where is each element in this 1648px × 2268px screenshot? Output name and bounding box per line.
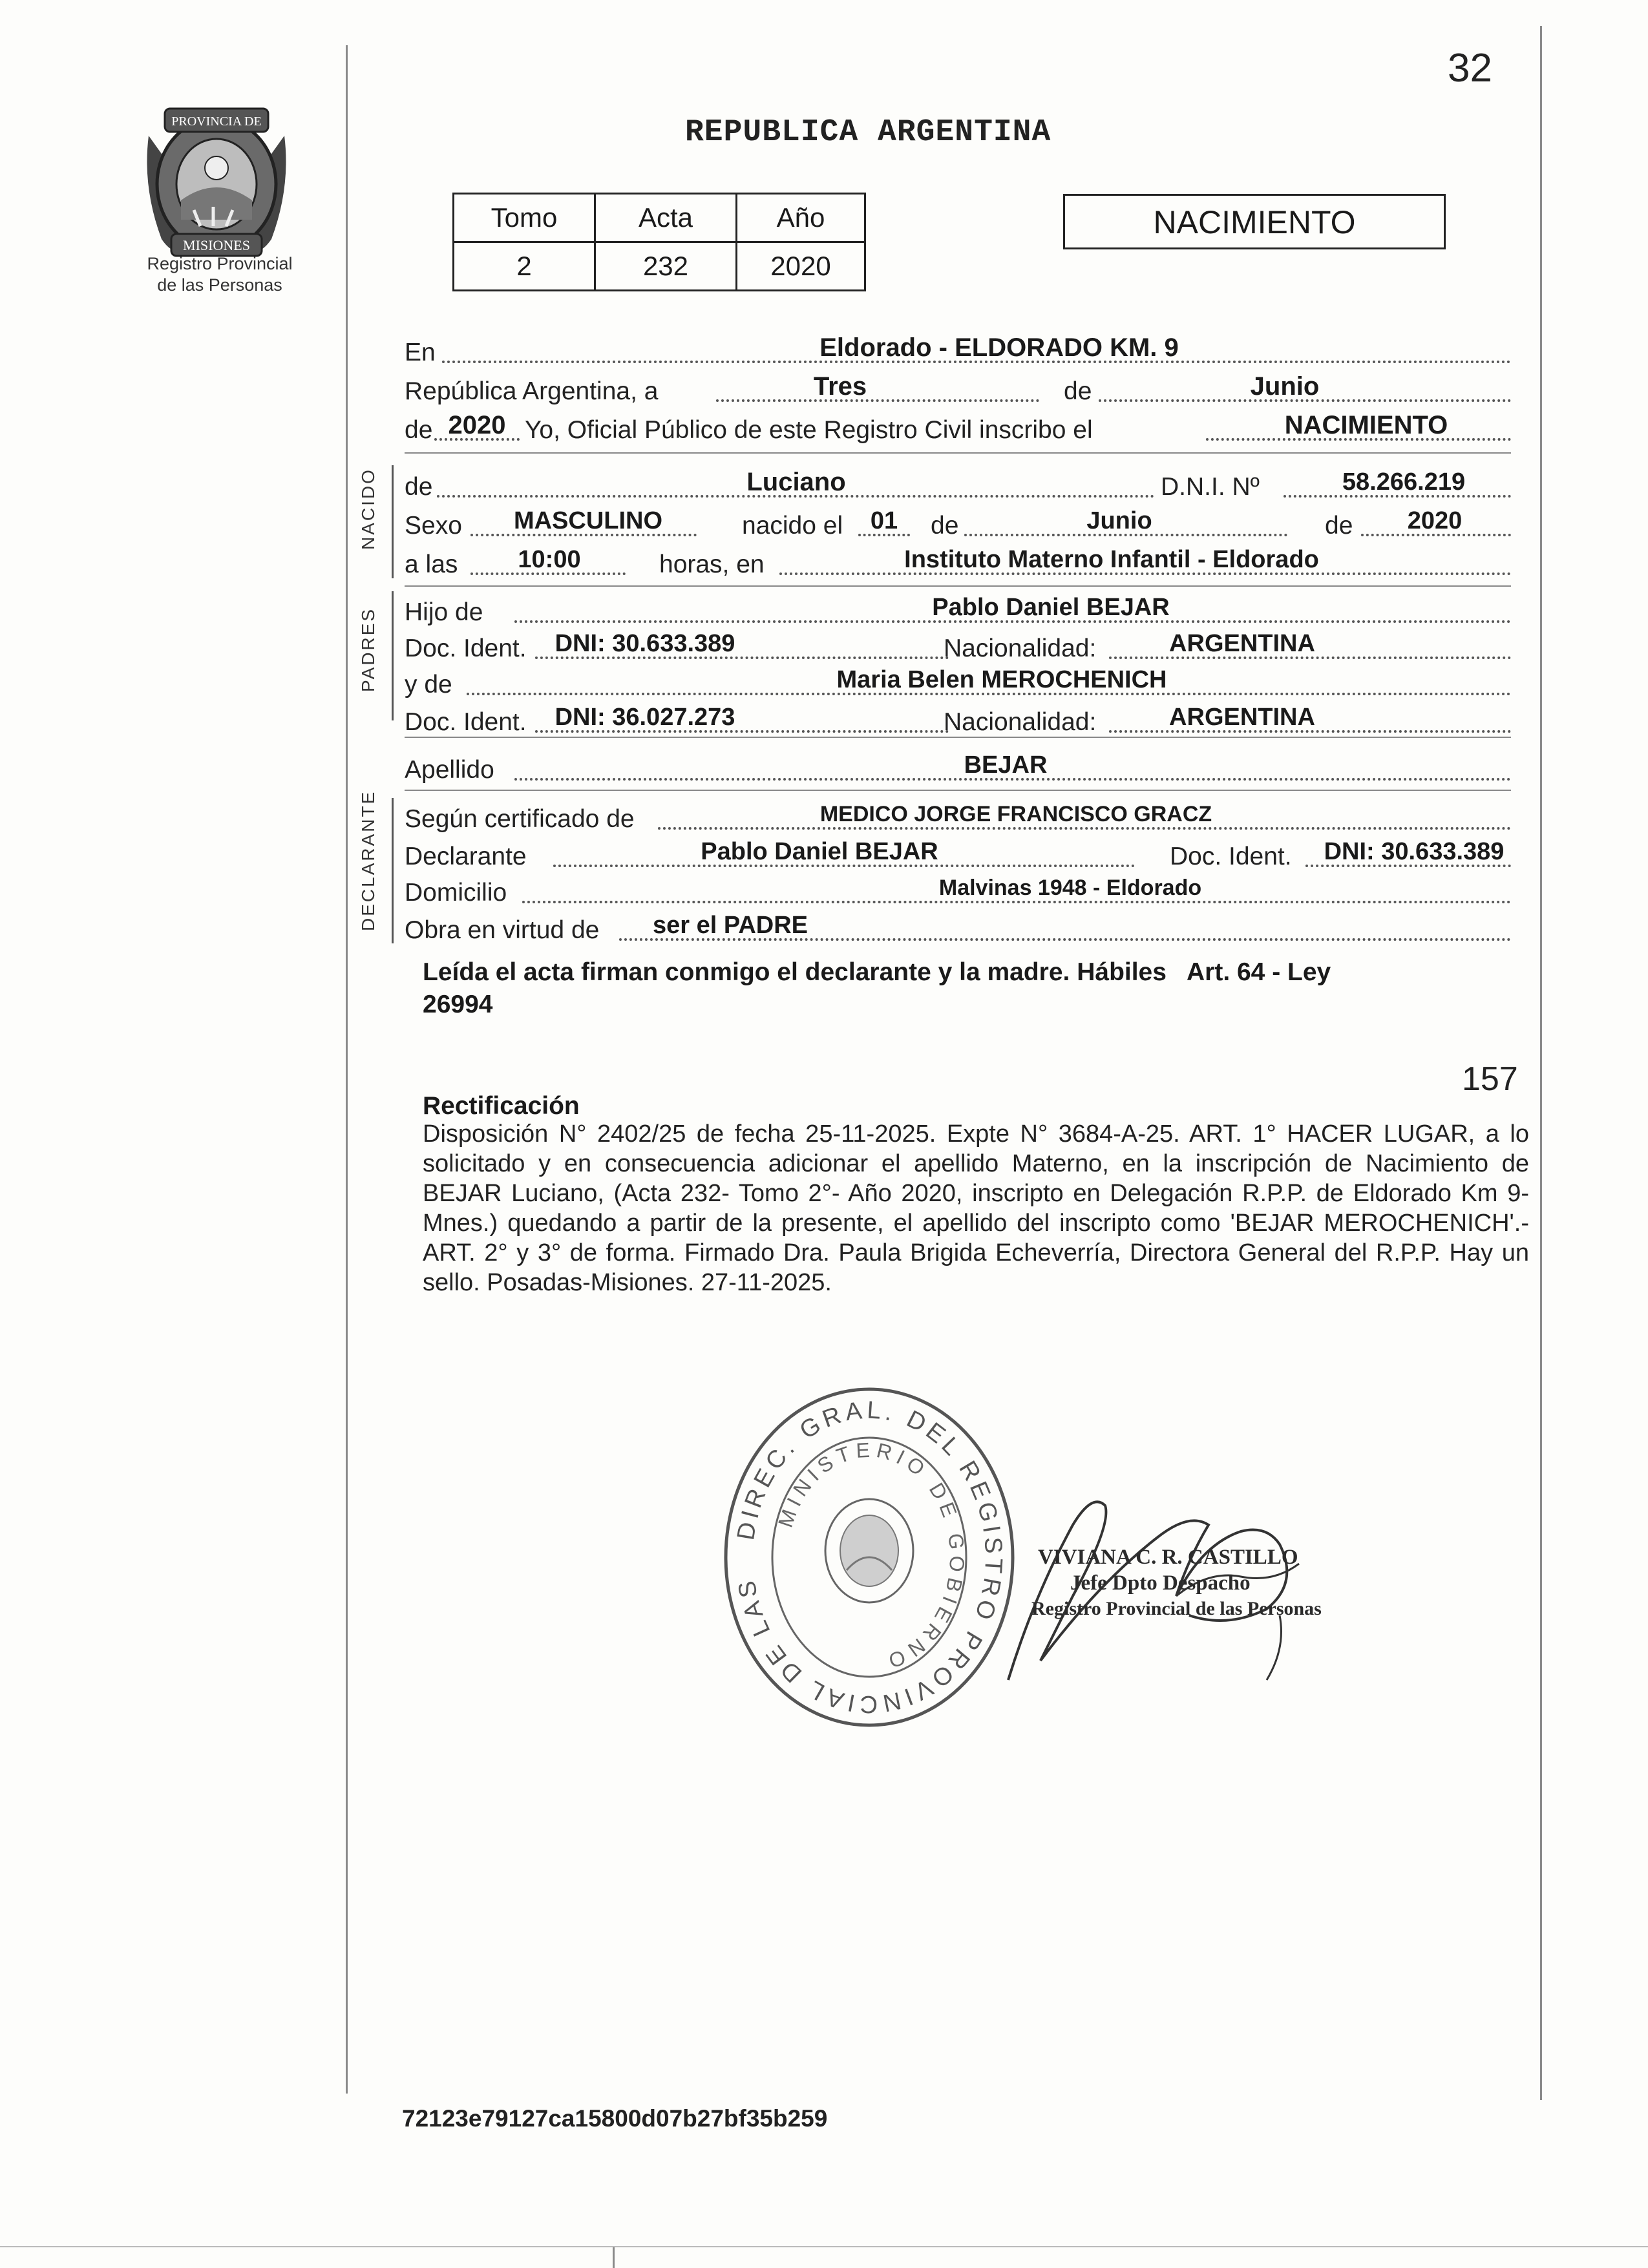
divider-2: [405, 585, 1511, 587]
row-madre-doc: [405, 699, 1511, 738]
value-domicilio: Malvinas 1948 - Eldorado: [938, 876, 1202, 900]
rectification-title: Rectificación: [423, 1092, 580, 1120]
row-republica: [405, 368, 1511, 407]
row-hora-lugar: [405, 541, 1511, 580]
bottom-tick: [613, 2247, 615, 2268]
record-header-anio: Año: [737, 194, 865, 242]
record-value-anio: 2020: [737, 242, 865, 291]
closing-line2: 26994: [423, 991, 493, 1018]
value-madre-nacionalidad: ARGENTINA: [1169, 704, 1315, 731]
record-value-acta: 232: [595, 242, 737, 291]
padres-bar: [392, 591, 394, 720]
value-apellido: BEJAR: [964, 751, 1048, 779]
label-apellido: Apellido: [405, 756, 494, 784]
logo-caption: [110, 253, 330, 296]
value-hora: 10:00: [518, 546, 581, 573]
value-nac-anio: 2020: [1407, 507, 1463, 534]
record-header-acta: Acta: [595, 194, 737, 242]
divider-4: [405, 790, 1511, 791]
stamp-position: Jefe Dpto Despacho: [1070, 1571, 1251, 1595]
stamp-office: Registro Provincial de las Personas: [1031, 1598, 1322, 1619]
label-nac-de2: de: [1325, 512, 1353, 540]
value-localidad: Eldorado - ELDORADO KM. 9: [819, 333, 1179, 362]
label-dni: D.N.I. Nº: [1161, 473, 1260, 501]
rectification-number: 157: [1462, 1060, 1518, 1098]
row-obra: [405, 907, 1511, 946]
seal-stamp-icon: [717, 1376, 1021, 1738]
value-madre-doc: DNI: 36.027.273: [555, 704, 735, 731]
seal-inner-text: MINISTERIO DE GOBIERNO: [773, 1438, 969, 1675]
label-madre-doc: Doc. Ident.: [405, 708, 527, 736]
value-nombre: Luciano: [746, 468, 846, 496]
row-nombre: [405, 464, 1511, 503]
label-nacido-el: nacido el: [742, 512, 843, 540]
label-republica: República Argentina, a: [405, 377, 659, 405]
label-declarante: Declarante: [405, 843, 527, 870]
value-nac-dia: 01: [870, 507, 898, 534]
value-lugar: Instituto Materno Infantil - Eldorado: [904, 546, 1319, 573]
official-stamp: [1031, 1544, 1322, 1622]
logo-caption-line2: de las Personas: [157, 275, 282, 295]
divider-3: [405, 737, 1511, 738]
registry-logo: [136, 97, 297, 271]
value-nac-mes: Junio: [1086, 507, 1152, 534]
row-en: [405, 330, 1511, 368]
value-certificado: MEDICO JORGE FRANCISCO GRACZ: [819, 802, 1212, 826]
row-declarante: [405, 834, 1511, 872]
label-domicilio: Domicilio: [405, 879, 507, 907]
section-label-padres: PADRES: [358, 607, 378, 692]
label-nac-de: de: [931, 512, 959, 540]
label-declarante-doc: Doc. Ident.: [1170, 843, 1292, 870]
closing-statement: [423, 956, 1508, 1021]
value-obra: ser el PADRE: [652, 912, 808, 939]
document-hash: 72123e79127ca15800d07b27bf35b259: [402, 2105, 828, 2132]
value-inscribe: NACIMIENTO: [1284, 411, 1448, 439]
row-certificado: [405, 796, 1511, 835]
value-dni: 58.266.219: [1342, 468, 1466, 496]
label-hijo-de: Hijo de: [405, 598, 483, 626]
value-sexo: MASCULINO: [513, 507, 663, 534]
value-dia: Tres: [813, 372, 867, 401]
record-value-tomo: 2: [454, 242, 595, 291]
value-madre: Maria Belen MEROCHENICH: [836, 666, 1167, 693]
value-declarante: Pablo Daniel BEJAR: [701, 838, 938, 865]
value-anio: 2020: [448, 411, 506, 439]
label-obra-en-virtud: Obra en virtud de: [405, 916, 600, 944]
seal-outer-text: DIREC. GRAL. DEL REGISTRO PROVINCIAL DE LAS: [732, 1396, 1008, 1718]
section-label-nacido: NACIDO: [358, 468, 378, 550]
svg-text:MISIONES: MISIONES: [183, 237, 250, 253]
rectification-text: Disposición N° 2402/25 de fecha 25-11-2025. Expte N° 3684-A-25. ART. 1° HACER LUGAR, a lo solicitado y en consecuencia adicionar el apellido Materno, en la inscripción de Nacimiento de BEJAR Luciano, (Acta 232- Tomo 2°- Año 2020, inscripto en Delegación R.P.P. de Eldorado Km 9- Mnes.) quedando a partir de la presente, el apellido del inscripto como 'BEJAR MEROCHENICH'.- ART. 2° y 3° de forma. Firmado Dra. Paula Brigida Echeverría, Directora General del R.P.P. Hay un sello. Posadas-Misiones. 27-11-2025.: [423, 1120, 1529, 1296]
label-nombre-de: de: [405, 473, 433, 501]
nacido-bar: [392, 465, 394, 578]
record-header-tomo: Tomo: [454, 194, 595, 242]
document-title: REPUBLICA ARGENTINA: [685, 115, 1051, 150]
misiones-coat-of-arms-icon: [136, 97, 297, 271]
bottom-edge-rule: [0, 2246, 1648, 2247]
row-madre: [405, 662, 1511, 700]
label-de: de: [1064, 377, 1092, 405]
divider-1: [405, 452, 1511, 454]
row-padre-doc: [405, 625, 1511, 664]
svg-text:PROVINCIA DE: PROVINCIA DE: [171, 114, 262, 129]
row-padre: [405, 589, 1511, 628]
label-horas-en: horas, en: [659, 551, 765, 578]
label-en: En: [405, 339, 436, 366]
record-type-box: NACIMIENTO: [1063, 194, 1446, 249]
label-segun-certificado: Según certificado de: [405, 805, 635, 833]
record-table: [452, 193, 866, 291]
official-seal: [717, 1376, 1021, 1738]
left-margin-rule: [346, 45, 348, 2094]
label-y-de: y de: [405, 671, 452, 698]
row-anio: [405, 407, 1511, 446]
row-domicilio: [405, 870, 1511, 908]
value-padre-nacionalidad: ARGENTINA: [1169, 630, 1315, 657]
logo-caption-line1: Registro Provincial: [147, 254, 293, 273]
closing-line1: Leída el acta firman conmigo el declarante y la madre. Hábiles Art. 64 - Ley: [423, 958, 1331, 986]
right-margin-rule: [1540, 26, 1542, 2100]
label-yo-oficial: Yo, Oficial Público de este Registro Civil inscribo el: [525, 416, 1093, 444]
label-a-las: a las: [405, 551, 458, 578]
value-padre: Pablo Daniel BEJAR: [932, 594, 1170, 621]
declarante-bar: [392, 798, 394, 943]
value-mes: Junio: [1250, 372, 1320, 401]
label-sexo: Sexo: [405, 512, 462, 540]
row-sexo: [405, 503, 1511, 541]
section-label-declarante: DECLARANTE: [358, 790, 378, 931]
label-padre-doc: Doc. Ident.: [405, 635, 527, 662]
value-declarante-doc: DNI: 30.633.389: [1324, 838, 1505, 865]
stamp-name: VIVIANA C. R. CASTILLO: [1038, 1546, 1298, 1569]
row-apellido: [405, 747, 1511, 786]
page-number: 32: [1448, 46, 1492, 90]
label-padre-nacionalidad: Nacionalidad:: [944, 635, 1097, 662]
value-padre-doc: DNI: 30.633.389: [555, 630, 735, 657]
label-de-anio: de: [405, 416, 433, 444]
label-madre-nacionalidad: Nacionalidad:: [944, 708, 1097, 736]
